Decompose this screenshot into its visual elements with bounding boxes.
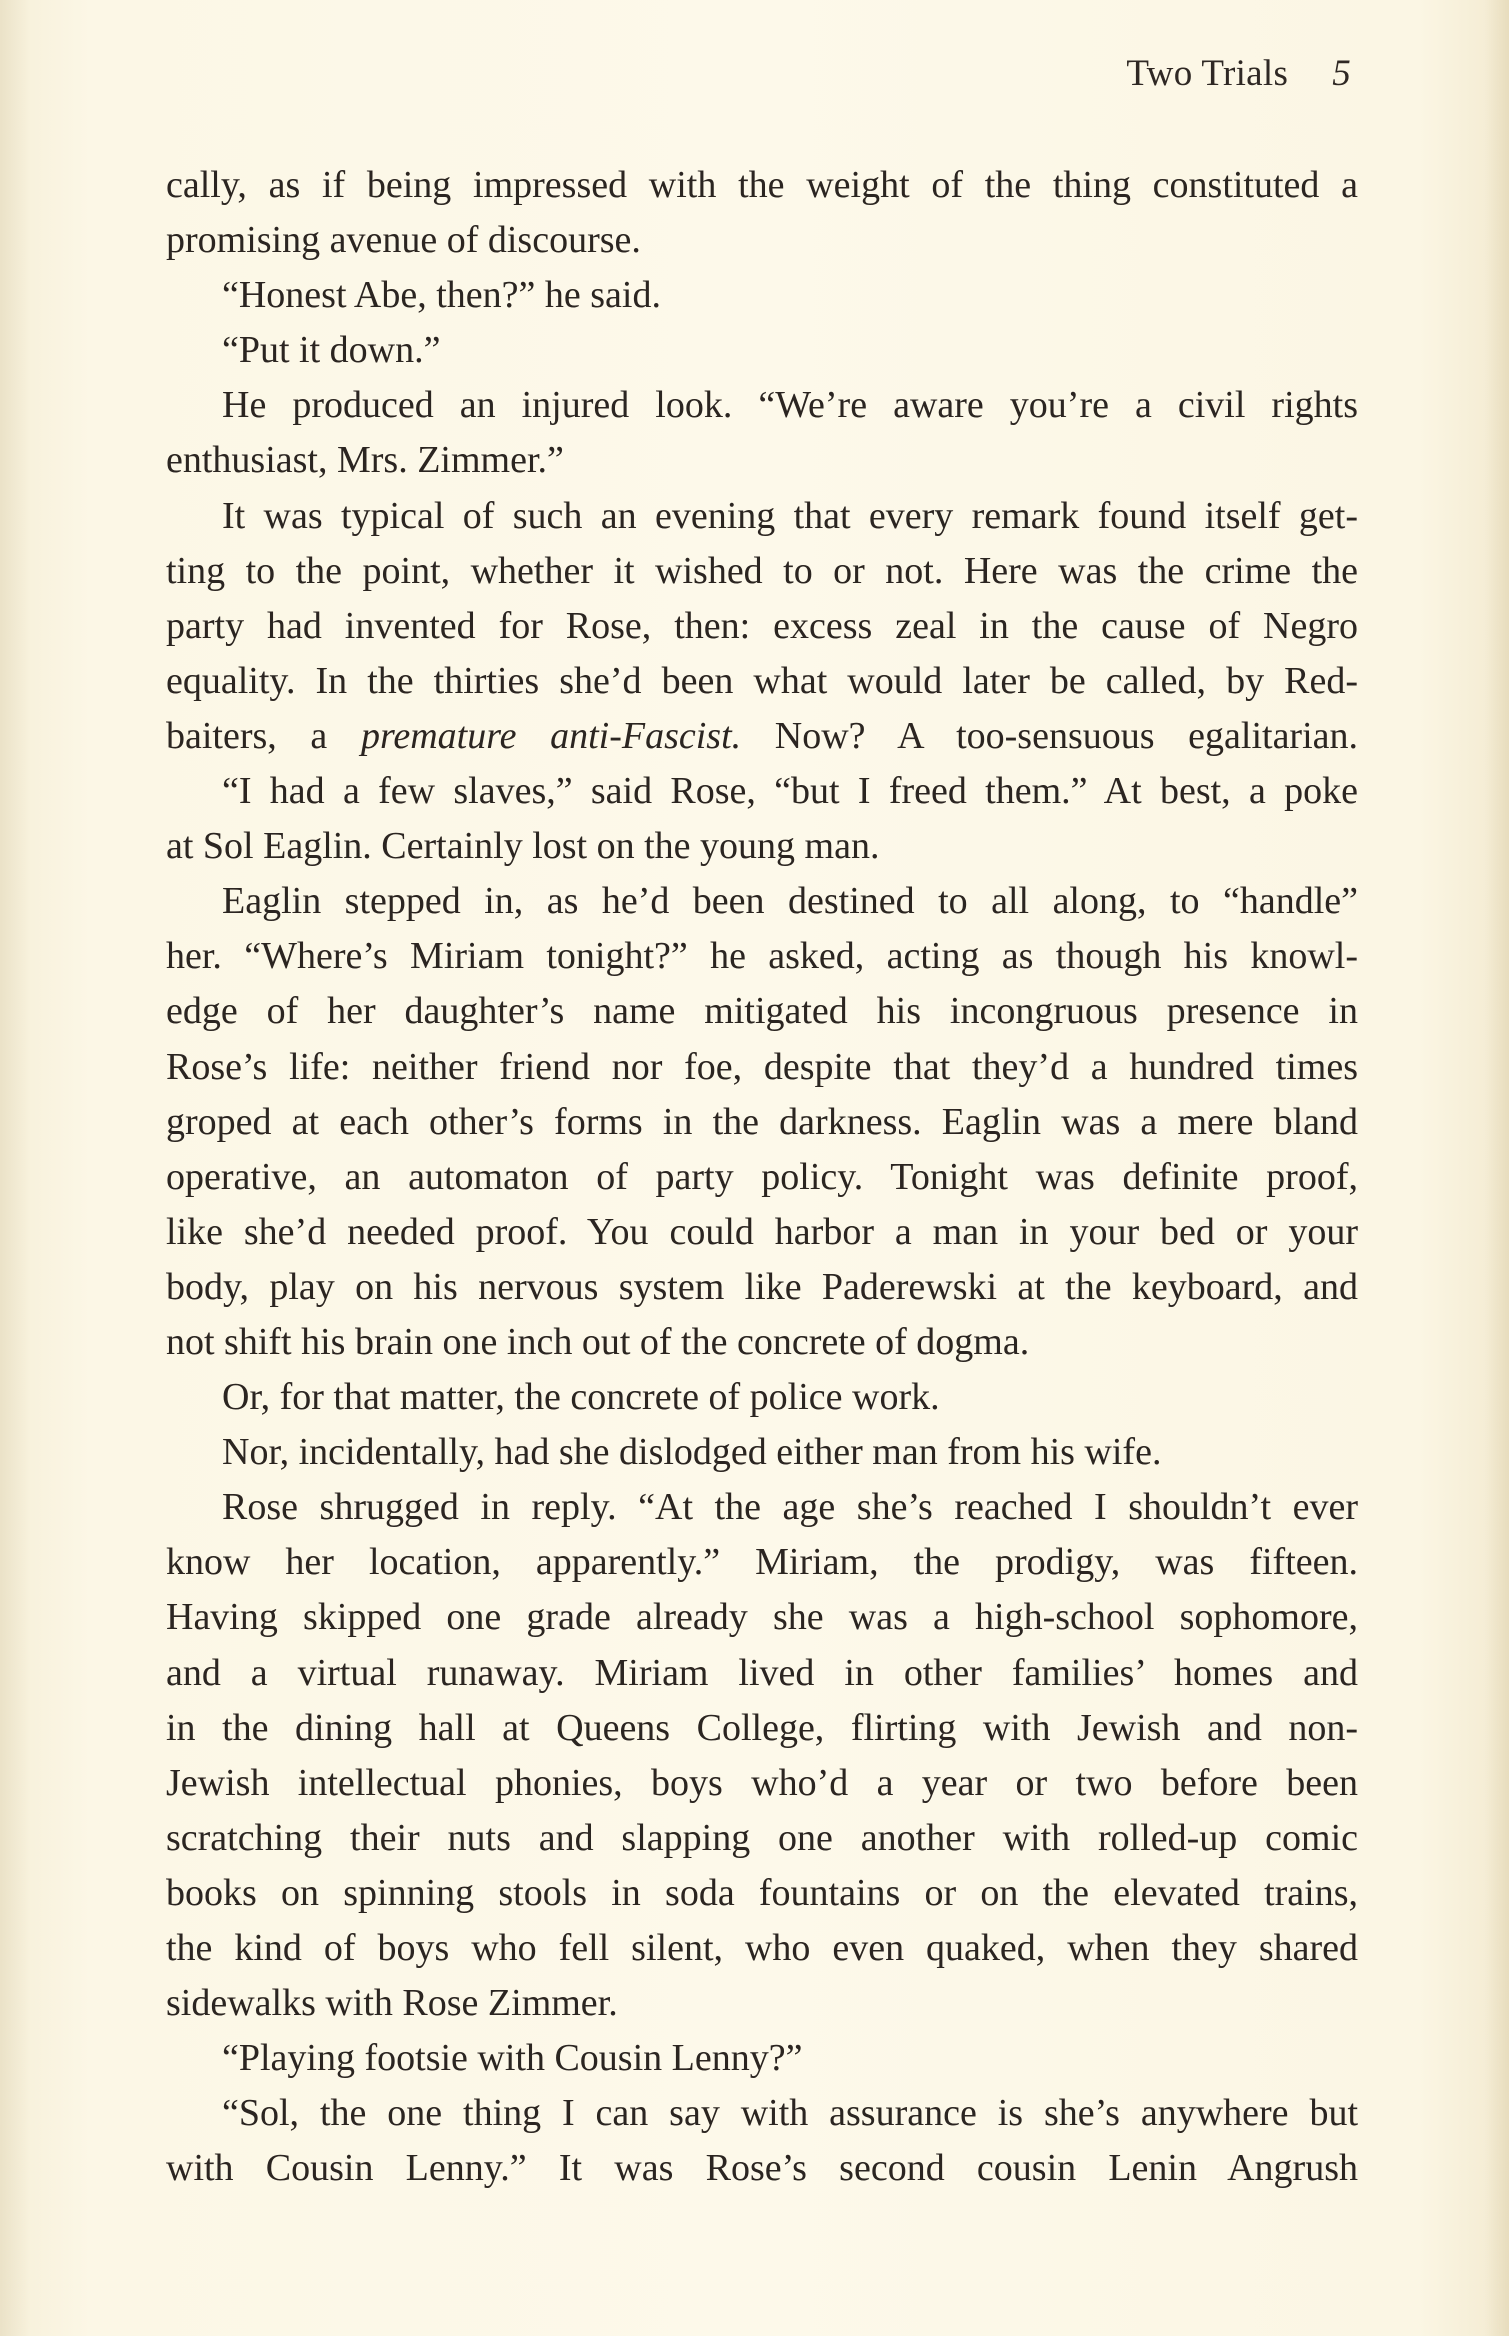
text-line: body, play on his nervous system like Paderewski at the keyboard, and [166,1265,1358,1308]
text-line: and a virtual runaway. Miriam lived in other families’ homes and [166,1651,1358,1694]
page-number: 5 [1332,53,1351,94]
text-line: groped at each other’s forms in the darkness. Eaglin was a mere bland [166,1100,1358,1143]
text-line: “Playing footsie with Cousin Lenny?” [222,2037,803,2080]
text-line: It was typical of such an evening that every remark found itself get- [222,494,1358,537]
text-line: know her location, apparently.” Miriam, the prodigy, was fifteen. [166,1541,1358,1584]
italic-phrase: premature anti-Fascist. [360,714,742,757]
body-text [166,158,1358,2196]
text-line: with Cousin Lenny.” It was Rose’s second cousin Lenin Angrush [166,2147,1358,2190]
text-line: the kind of boys who fell silent, who even quaked, when they shared [166,1927,1358,1969]
text-line-with-italic [166,709,1358,764]
page-gutter-shadow [0,0,30,2336]
text-line: Jewish intellectual phonies, boys who’d a year or two before been [166,1761,1358,1804]
text-line: equality. In the thirties she’d been what would later be called, by Red- [166,659,1358,702]
text-line: ting to the point, whether it wished to or not. Here was the crime the [166,549,1358,592]
text-line: edge of her daughter’s name mitigated his incongruous presence in [166,990,1358,1033]
text-line: Nor, incidentally, had she dislodged either man from his wife. [222,1431,1162,1474]
text-line: like she’d needed proof. You could harbor a man in your bed or your [166,1210,1358,1253]
text-line: not shift his brain one inch out of the concrete of dogma. [166,1320,1030,1363]
text-line: party had invented for Rose, then: excess zeal in the cause of Negro [166,604,1358,647]
text-line: Rose’s life: neither friend nor foe, despite that they’d a hundred times [166,1045,1358,1088]
text-line: Eaglin stepped in, as he’d been destined to all along, to “handle” [222,880,1358,923]
text-line: in the dining hall at Queens College, flirting with Jewish and non- [166,1706,1358,1749]
text-line: Having skipped one grade already she was a high-school sophomore, [166,1596,1358,1639]
text-line: “Honest Abe, then?” he said. [222,274,661,317]
text-line: “I had a few slaves,” said Rose, “but I freed them.” At best, a poke [222,770,1358,813]
text-line: books on spinning stools in soda fountains or on the elevated trains, [166,1871,1358,1914]
text-line: scratching their nuts and slapping one another with rolled-up comic [166,1816,1358,1859]
text-run: Now? A too-sensuous egalitarian. [741,714,1359,757]
text-line: Rose shrugged in reply. “At the age she’s reached I shouldn’t ever [222,1486,1358,1529]
running-head [1126,50,1351,98]
running-head-title: Two Trials [1126,53,1289,94]
text-line: at Sol Eaglin. Certainly lost on the young man. [166,825,880,868]
text-line: “Sol, the one thing I can say with assurance is she’s anywhere but [222,2092,1358,2135]
text-line: cally, as if being impressed with the weight of the thing constituted a [166,164,1358,206]
text-line: promising avenue of discourse. [166,219,641,262]
text-line: “Put it down.” [222,329,441,372]
text-line: enthusiast, Mrs. Zimmer.” [166,439,564,482]
page-edge-shadow [1485,0,1509,2336]
text-line: sidewalks with Rose Zimmer. [166,1982,618,2025]
text-line: He produced an injured look. “We’re aware you’re a civil rights [222,384,1358,427]
text-line: Or, for that matter, the concrete of police work. [222,1376,940,1419]
text-run: baiters, a [166,714,361,757]
text-line: operative, an automaton of party policy. Tonight was definite proof, [166,1155,1358,1198]
text-line: her. “Where’s Miriam tonight?” he asked, acting as though his knowl- [166,935,1358,978]
